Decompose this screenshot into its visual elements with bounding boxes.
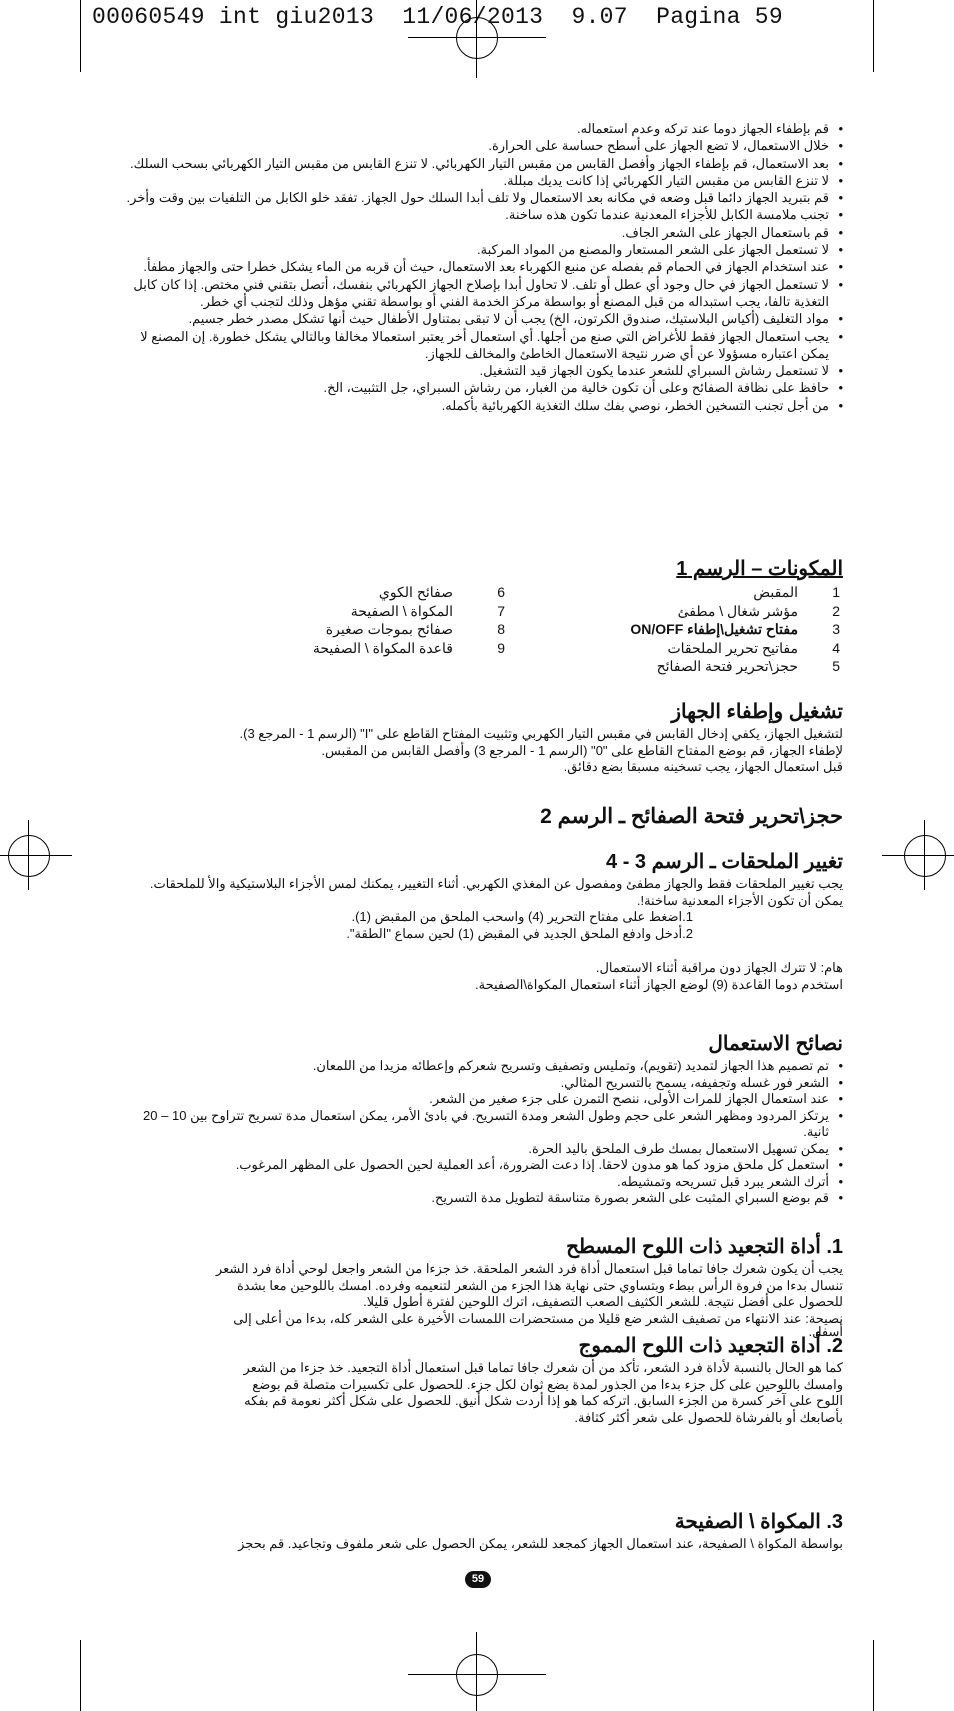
- list-item: • لا تستعمل رشاش السبراي للشعر عندما يكون الجهاز قيد التشغيل.: [120, 362, 843, 379]
- component-row: [520, 620, 840, 639]
- component-label: مفاتيح تحرير الملحقات: [667, 639, 798, 656]
- component-label: مؤشر شغال \ مطفئ: [677, 602, 798, 619]
- registration-line: [476, 1632, 477, 1711]
- component-row: [240, 583, 505, 602]
- component-number: 8: [497, 621, 505, 637]
- list-item: • أترك الشعر يبرد قبل تسريحه وتمشيطه.: [120, 1174, 843, 1191]
- list-item: • تجنب ملامسة الكابل للأجزاء المعدنية عندما تكون هذه ساخنة.: [120, 206, 843, 223]
- warnings-list: [120, 120, 843, 414]
- paragraph-line: أسفل.: [808, 1324, 843, 1339]
- paragraph: لتشغيل الجهاز، يكفي إدخال القابس في مقبس التيار الكهربي وتثبيت المفتاح القاطع على "I" (الرسم 1 - المرجع 3).: [239, 726, 843, 741]
- component-label: حجز\تحرير فتحة الصفائح: [656, 658, 798, 674]
- paragraph-line: كما هو الحال بالنسبة لأداة فرد الشعر، تأكد من أن شعرك جافا تماما قبل استعمال أداة التجعيد. خذ جزءا من الشعر: [243, 1360, 843, 1375]
- list-item: • من أجل تجنب التسخين الخطر، نوصي بفك سلك التغذية الكهربائية بأكمله.: [120, 397, 843, 414]
- paragraph-line: وامسك باللوحين على كل جزء بدءا من الجذور لمدة بضع ثوان لكل جزء. للحصول على تكسيرات متصلة قم بوضع: [252, 1376, 843, 1392]
- list-item: • بعد الاستعمال، قم بإطفاء الجهاز وأفصل القابس من مقبس التيار الكهربائي. لا تنزع القابس من مقبس التيار الكهربائي بسحب السلك.: [120, 155, 843, 172]
- list-item: • لا تستعمل الجهاز في حال وجود أي عطل أو تلف. لا تحاول أبدا بإصلاح الجهاز الكهربائي بنفسك، أتصل بتقني فني مختص. إذا كان كابل التغذية تالفا، يجب استبداله من قبل المصنع أو بواسطة مركز الخدمة الفني أو بواسطة تقني مؤهل وذلك لتجنب أي خطر.: [120, 276, 843, 311]
- step-2: 2.أدخل وادفع الملحق الجديد في المقبض (1) لحين سماع "الطقة".: [346, 925, 693, 941]
- component-number: 7: [497, 602, 505, 619]
- section-title: 2. أداة التجعيد ذات اللوح المموج: [578, 1335, 843, 1357]
- registration-line: [408, 1674, 546, 1675]
- onoff-section: [110, 698, 843, 776]
- component-label: قاعدة المكواة \ الصفيحة: [312, 639, 453, 656]
- iron-section: [120, 1508, 843, 1553]
- component-row: [520, 639, 840, 658]
- section-title: 3. المكواة \ الصفيحة: [674, 1511, 843, 1533]
- list-item: • استعمل كل ملحق مزود كما هو مدون لاحقا. إذا دعت الضرورة، أعد العملية لحين الحصول على المظهر المرغوب.: [120, 1157, 843, 1174]
- list-item: • الشعر فور غسله وتجفيفه، يسمح بالتسريح المثالي.: [120, 1075, 843, 1092]
- component-row: [240, 620, 505, 639]
- component-number: 3: [832, 621, 840, 637]
- section-title: تغيير الملحقات ـ الرسم 3 - 4: [606, 851, 843, 873]
- step-1: 1.اضغط على مفتاح التحرير (4) واسحب الملحق من المقبض (1).: [351, 909, 693, 924]
- tips-list: [120, 1058, 843, 1207]
- registration-line: [28, 820, 29, 890]
- change-section: [120, 848, 843, 993]
- note: استخدم دوما القاعدة (9) لوضع الجهاز أثناء استعمال المكواة\الصفيحة.: [475, 976, 843, 992]
- list-item: • عند استخدام الجهاز في الحمام قم بفصله عن منبع الكهرباء بعد الاستعمال، حيث أن قربه من الماء يشكل خطرا حتى والجهاز مطفأ.: [120, 258, 843, 275]
- paragraph-line: بواسطة المكواة \ الصفيحة، عند استعمال الجهاز كمجعد للشعر، يمكن الحصول على شعر ملفوف وتجاعيد. قم بحجز: [238, 1536, 843, 1551]
- section-title: حجز\تحرير فتحة الصفائح ـ الرسم 2: [540, 805, 843, 828]
- paragraph: قبل استعمال الجهاز، يجب تسخينه مسبقا بضع دقائق.: [563, 759, 843, 774]
- component-row: [240, 602, 505, 621]
- page-number-badge: 59: [465, 1571, 491, 1588]
- component-label: المكواة \ الصفيحة: [350, 602, 453, 619]
- paragraph-line: نصيحة: عند الانتهاء من تصفيف الشعر ضع قليلا من مستحضرات اللمسات الأخيرة على الشعر كله، بدءا من أعلى إلى: [233, 1310, 843, 1326]
- registration-line: [924, 820, 925, 890]
- component-label: صفائح بموجات صغيرة: [325, 621, 453, 637]
- lock-section: [120, 803, 843, 831]
- tips-section: [120, 1030, 843, 1207]
- section-title: 1. أداة التجعيد ذات اللوح المسطح: [566, 1236, 843, 1258]
- list-item: • يمكن تسهيل الاستعمال بمسك طرف الملحق باليد الحرة.: [120, 1141, 843, 1158]
- section-title: المكونات – الرسم 1: [676, 558, 843, 580]
- paragraph-line: تنسال بدءا من فروة الرأس ببطء وبتساوي حتى نهاية هذا الجزء من الشعر لتنعيمه وفرده. امسك باللوحين معا بشدة: [236, 1277, 843, 1293]
- crop-mark: [80, 0, 81, 72]
- component-row: [520, 583, 840, 602]
- list-item: • عند استعمال الجهاز للمرات الأولى، ننصح التمرن على جزء صغير من الشعر.: [120, 1091, 843, 1108]
- paragraph: لإطفاء الجهاز، قم بوضع المفتاح القاطع على "0" (الرسم 1 - المرجع 3) وأفصل القابس من المقبس.: [321, 742, 843, 758]
- component-number: 9: [497, 639, 505, 656]
- list-item: • مواد التغليف (أكياس البلاستيك، صندوق الكرتون، الخ) يجب أن لا تبقى بمتناول الأطفال حيث أنها تشكل مصدر خطر جسيم.: [120, 310, 843, 327]
- list-item: • قم بإطفاء الجهاز دوما عند تركه وعدم استعماله.: [120, 120, 843, 137]
- list-item: • لا تنزع القابس من مقبس التيار الكهربائي إذا كانت يديك مبللة.: [120, 172, 843, 189]
- components-column-left: [240, 583, 505, 657]
- component-number: 6: [497, 584, 505, 600]
- component-row: [240, 639, 505, 658]
- list-item: • لا تستعمل الجهاز على الشعر المستعار والمصنع من المواد المركبة.: [120, 241, 843, 258]
- component-number: 2: [832, 602, 840, 619]
- registration-line: [408, 37, 546, 38]
- component-number: 5: [832, 658, 840, 674]
- list-item: • يجب استعمال الجهاز فقط للأغراض التي صنع من أجلها. أي استعمال أخر يعتبر استعمالا مخالفا وبالتالي يشكل خطورة. إن المصنع لا يمكن اعتباره مسؤولا عن أي ضرر نتيجة الاستعمال الخاطئ والمخالف للجهاز.: [120, 328, 843, 363]
- list-item: • قم بتبريد الجهاز دائما قبل وضعه في مكانه بعد الاستعمال ولا تلف أبدا السلك حول الجهاز. تفقد خلو الكابل من التلفيات بين وقت وأخر.: [120, 189, 843, 206]
- registration-mark: [8, 835, 50, 877]
- component-label: المقبض: [753, 584, 798, 600]
- list-item: • قم باستعمال الجهاز على الشعر الجاف.: [120, 224, 843, 241]
- list-item: • حافظ على نظافة الصفائح وعلى أن تكون خالية من الغبار، من رشاش السبراي، جل التثبيت، الخ.: [120, 379, 843, 396]
- print-slug: 00060549 int giu2013 11/06/2013 9.07 Pagina 59: [92, 4, 784, 30]
- crop-mark: [873, 0, 874, 72]
- component-row: [520, 657, 840, 676]
- paragraph: يجب تغيير الملحقات فقط والجهاز مطفئ ومفصول عن المغذي الكهربي. أثناء التغيير، يمكنك لمس الأجزاء البلاستيكية والأ للملحقات. يمكن أن تكون الأجزاء المعدنية ساخنة!.: [149, 876, 843, 908]
- paragraph-line: للحصول على أفضل نتيجة. للشعر الكثيف الصعب التصفيف، اترك اللوحين لفترة أطول قليلا.: [363, 1294, 843, 1309]
- registration-mark: [904, 835, 946, 877]
- crop-mark: [873, 1640, 874, 1711]
- wavy-plate-section: [120, 1332, 843, 1426]
- section-title: تشغيل وإطفاء الجهاز: [671, 701, 843, 723]
- list-item: • تم تصميم هذا الجهاز لتمديد (تقويم)، وتمليس وتصفيف وتسريح شعركم وإعطائه مزيدا من اللمعان.: [120, 1058, 843, 1075]
- paragraph-line: اللوح على آخر كسرة من الجزء السابق. اتركه كما هو إذا أردت شكل أنيق. للحصول على شكل أكثر نعومة قم بفكه: [244, 1393, 843, 1408]
- components-section: [120, 555, 843, 583]
- component-row: [520, 602, 840, 621]
- paragraph-line: يجب أن يكون شعرك جافا تماما قبل استعمال أداة فرد الشعر الملحقة. خذ جزءا من الشعر واجعل لوحي أداة فرد الشعر: [215, 1261, 843, 1276]
- registration-mark: [456, 1654, 498, 1696]
- section-title: نصائح الاستعمال: [708, 1033, 843, 1055]
- paragraph-line: بأصابعك أو بالفرشاة للحصول على شعر أكثر كثافة.: [574, 1409, 843, 1425]
- components-column-right: [520, 583, 840, 676]
- component-number: 1: [832, 584, 840, 600]
- flat-plate-section: [120, 1233, 843, 1337]
- component-number: 4: [832, 639, 840, 656]
- list-item: • خلال الاستعمال، لا تضع الجهاز على أسطح حساسة على الحرارة.: [120, 137, 843, 154]
- list-item: • يرتكز المردود ومظهر الشعر على حجم وطول الشعر ومدة التسريح. في بادئ الأمر، يمكن استعمال مدة تسريح تتراوح بين 10 – 20 ثانية.: [120, 1108, 843, 1141]
- note: هام: لا تترك الجهاز دون مراقبة أثناء الاستعمال.: [595, 960, 843, 975]
- crop-mark: [80, 1640, 81, 1711]
- component-label: صفائح الكوي: [378, 584, 453, 600]
- list-item: • قم بوضع السبراي المثبت على الشعر بصورة متناسقة لتطويل مدة التسريح.: [120, 1190, 843, 1207]
- component-label: مفتاح تشغيل\إطفاء ON/OFF: [630, 621, 798, 637]
